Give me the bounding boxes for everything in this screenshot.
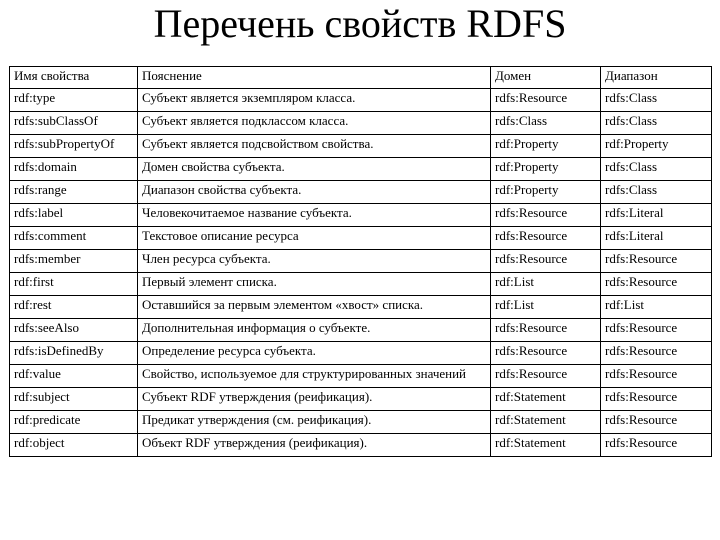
cell-property-name: rdfs:isDefinedBy [10,342,138,365]
cell-description: Домен свойства субъекта. [138,158,491,181]
table-row [10,158,712,181]
cell-range: rdfs:Resource [601,365,712,388]
cell-domain: rdf:Property [491,135,601,158]
cell-domain: rdf:List [491,296,601,319]
cell-property-name: rdf:rest [10,296,138,319]
cell-range: rdfs:Class [601,181,712,204]
cell-description: Текстовое описание ресурса [138,227,491,250]
cell-description: Диапазон свойства субъекта. [138,181,491,204]
cell-range: rdfs:Resource [601,319,712,342]
cell-property-name: rdf:predicate [10,411,138,434]
cell-description: Предикат утверждения (см. реификация). [138,411,491,434]
cell-description: Субъект является подклассом класса. [138,112,491,135]
cell-property-name: rdfs:domain [10,158,138,181]
table-row [10,135,712,158]
cell-domain: rdfs:Resource [491,204,601,227]
cell-property-name: rdf:object [10,434,138,457]
table-row [10,112,712,135]
table-row [10,319,712,342]
cell-description: Объект RDF утверждения (реификация). [138,434,491,457]
cell-domain: rdf:Statement [491,388,601,411]
cell-range: rdfs:Class [601,89,712,112]
table-row [10,342,712,365]
cell-property-name: rdfs:subPropertyOf [10,135,138,158]
cell-domain: rdf:Property [491,158,601,181]
table-row [10,388,712,411]
cell-range: rdfs:Resource [601,250,712,273]
cell-domain: rdfs:Resource [491,319,601,342]
cell-domain: rdf:List [491,273,601,296]
cell-property-name: rdfs:seeAlso [10,319,138,342]
cell-domain: rdf:Statement [491,434,601,457]
cell-description: Член ресурса субъекта. [138,250,491,273]
cell-description: Субъект RDF утверждения (реификация). [138,388,491,411]
cell-domain: rdfs:Class [491,112,601,135]
cell-range: rdfs:Resource [601,434,712,457]
cell-domain: rdfs:Resource [491,250,601,273]
cell-range: rdfs:Literal [601,204,712,227]
cell-range: rdfs:Resource [601,388,712,411]
cell-description: Оставшийся за первым элементом «хвост» списка. [138,296,491,319]
cell-range: rdfs:Class [601,158,712,181]
cell-description: Субъект является подсвойством свойства. [138,135,491,158]
cell-property-name: rdfs:member [10,250,138,273]
table-row [10,273,712,296]
table-row [10,227,712,250]
table-row [10,89,712,112]
table-header-row [10,67,712,89]
header-range: Диапазон [601,67,712,89]
table-row [10,434,712,457]
cell-range: rdf:List [601,296,712,319]
cell-domain: rdfs:Resource [491,365,601,388]
cell-range: rdfs:Resource [601,411,712,434]
slide-title: Перечень свойств RDFS [153,1,567,46]
cell-description: Субъект является экземпляром класса. [138,89,491,112]
cell-property-name: rdfs:label [10,204,138,227]
cell-domain: rdfs:Resource [491,342,601,365]
table-row [10,181,712,204]
header-description: Пояснение [138,67,491,89]
cell-property-name: rdf:subject [10,388,138,411]
table-row [10,250,712,273]
cell-property-name: rdf:value [10,365,138,388]
cell-range: rdfs:Literal [601,227,712,250]
table-row [10,365,712,388]
cell-range: rdfs:Class [601,112,712,135]
cell-description: Дополнительная информация о субъекте. [138,319,491,342]
cell-domain: rdfs:Resource [491,227,601,250]
cell-range: rdfs:Resource [601,342,712,365]
cell-property-name: rdf:type [10,89,138,112]
cell-domain: rdf:Property [491,181,601,204]
cell-range: rdf:Property [601,135,712,158]
cell-property-name: rdfs:range [10,181,138,204]
table-row [10,204,712,227]
cell-description: Свойство, используемое для структурированных значений [138,365,491,388]
cell-description: Первый элемент списка. [138,273,491,296]
cell-domain: rdfs:Resource [491,89,601,112]
cell-description: Человекочитаемое название субъекта. [138,204,491,227]
cell-domain: rdf:Statement [491,411,601,434]
cell-property-name: rdfs:comment [10,227,138,250]
header-domain: Домен [491,67,601,89]
cell-range: rdfs:Resource [601,273,712,296]
rdfs-properties-table [9,66,712,457]
table-row [10,296,712,319]
header-property-name: Имя свойства [10,67,138,89]
table-row [10,411,712,434]
cell-property-name: rdf:first [10,273,138,296]
cell-description: Определение ресурса субъекта. [138,342,491,365]
cell-property-name: rdfs:subClassOf [10,112,138,135]
